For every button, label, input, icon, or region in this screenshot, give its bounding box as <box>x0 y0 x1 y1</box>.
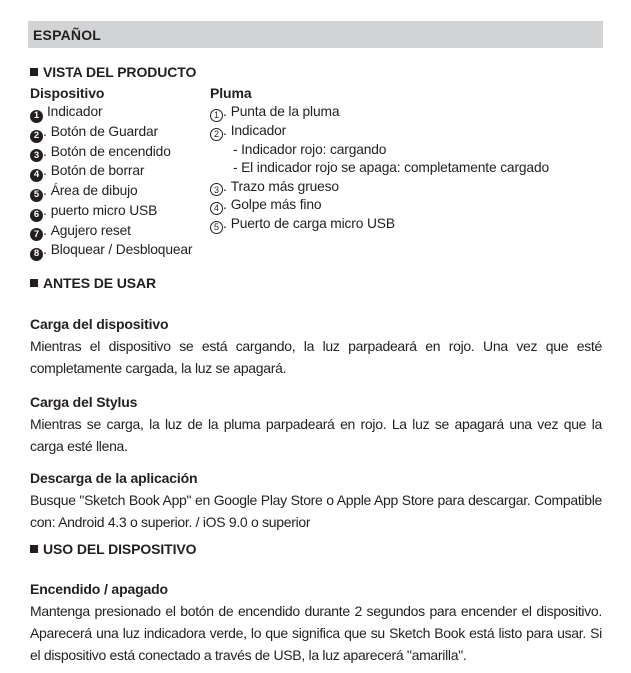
circled-number-icon: 3 <box>210 183 223 196</box>
subsection-title: Descarga de la aplicación <box>30 470 198 486</box>
subsection-device-charging <box>30 313 602 379</box>
item-label: Botón de encendido <box>50 143 171 159</box>
item-separator: . <box>43 202 47 218</box>
item-label: puerto micro USB <box>50 202 158 218</box>
filled-number-icon: 6 <box>30 209 43 222</box>
pen-column-title: Pluma <box>210 85 252 101</box>
circled-number-icon: 2 <box>210 128 223 141</box>
item-label: Punta de la pluma <box>230 104 340 119</box>
filled-number-icon: 5 <box>30 189 43 202</box>
language-header-bar <box>28 21 603 48</box>
square-bullet-icon <box>30 545 38 553</box>
item-separator: . <box>43 183 47 198</box>
item-label: Indicador <box>47 104 103 119</box>
device-column <box>30 84 210 261</box>
device-column-title: Dispositivo <box>30 85 105 101</box>
item-label: Botón de Guardar <box>50 123 158 139</box>
subsection-title: Carga del Stylus <box>30 394 138 410</box>
item-label: Botón de borrar <box>50 163 145 179</box>
item-separator: . <box>223 197 227 213</box>
subsection-title: Carga del dispositivo <box>30 316 169 332</box>
item-separator: . <box>43 222 47 238</box>
section-heading-before-use <box>30 275 602 291</box>
square-bullet-icon <box>30 68 38 76</box>
device-item <box>30 241 210 261</box>
subsection-power-on-off <box>30 578 602 666</box>
section-title: USO DEL DISPOSITIVO <box>43 541 197 557</box>
section-title: ANTES DE USAR <box>43 275 157 291</box>
subsection-title: Encendido / apagado <box>30 581 168 597</box>
circled-number-icon: 1 <box>210 109 223 122</box>
filled-number-icon: 4 <box>30 169 43 182</box>
pen-item <box>210 196 602 215</box>
section-heading-product-view <box>30 64 602 80</box>
item-separator: . <box>43 242 47 258</box>
paragraph: Busque "Sketch Book App" en Google Play Store o Apple App Store para descargar. Compatible con: Android 4.3 o superior. / iOS 9.0 o superior <box>30 492 602 530</box>
page-content <box>0 64 631 666</box>
item-label: Área de dibujo <box>50 183 138 198</box>
square-bullet-icon <box>30 279 38 287</box>
paragraph: Mientras se carga, la luz de la pluma parpadeará en rojo. La luz se apagará una vez que la carga esté llena. <box>30 416 602 454</box>
item-label: Puerto de carga micro USB <box>230 216 395 231</box>
filled-number-icon: 7 <box>30 228 43 241</box>
section-title: VISTA DEL PRODUCTO <box>43 64 197 80</box>
item-separator: . <box>223 216 227 231</box>
item-separator: . <box>43 163 47 179</box>
device-item <box>30 123 210 143</box>
circled-number-icon: 5 <box>210 221 223 234</box>
language-header-title: ESPAÑOL <box>33 26 102 43</box>
item-label: Agujero reset <box>50 222 131 238</box>
filled-number-icon: 3 <box>30 149 43 162</box>
item-separator: . <box>43 143 47 159</box>
product-view-columns <box>30 84 602 261</box>
filled-number-icon: 8 <box>30 248 43 261</box>
pen-item <box>210 122 602 141</box>
device-item <box>30 162 210 182</box>
device-item <box>30 182 210 202</box>
pen-item <box>210 103 602 122</box>
section-heading-device-use <box>30 541 602 557</box>
paragraph: Mientras el dispositivo se está cargando, la luz parpadeará en rojo. Una vez que esté completamente cargada, la luz se apagará. <box>30 338 602 376</box>
paragraph: Mantenga presionado el botón de encendido durante 2 segundos para encender el dispositivo. Aparecerá una luz indicadora verde, lo que significa que su Sketch Book está listo para usar. Si el dispositivo está conectado a través de USB, la luz aparecerá "amarilla". <box>30 603 602 663</box>
pen-item <box>210 215 602 234</box>
pen-subitem: - Indicador rojo: cargando <box>233 141 387 157</box>
device-item <box>30 143 210 163</box>
subsection-app-download <box>30 467 602 533</box>
item-label: Bloquear / Desbloquear <box>50 242 193 258</box>
item-separator: . <box>223 178 227 194</box>
item-separator: . <box>223 122 227 138</box>
device-item <box>30 222 210 242</box>
device-item <box>30 202 210 222</box>
filled-number-icon: 2 <box>30 130 43 143</box>
pen-column <box>210 84 602 261</box>
item-label: Indicador <box>230 122 287 138</box>
item-separator: . <box>223 104 227 119</box>
pen-subitem: - El indicador rojo se apaga: completamente cargado <box>233 160 549 175</box>
item-separator: . <box>43 123 47 139</box>
filled-number-icon: 1 <box>30 110 43 123</box>
device-item <box>30 103 210 123</box>
subsection-stylus-charging <box>30 391 602 457</box>
pen-item <box>210 178 602 197</box>
manual-page <box>0 21 631 673</box>
circled-number-icon: 4 <box>210 202 223 215</box>
item-label: Trazo más grueso <box>230 178 339 194</box>
item-label: Golpe más fino <box>230 197 322 213</box>
